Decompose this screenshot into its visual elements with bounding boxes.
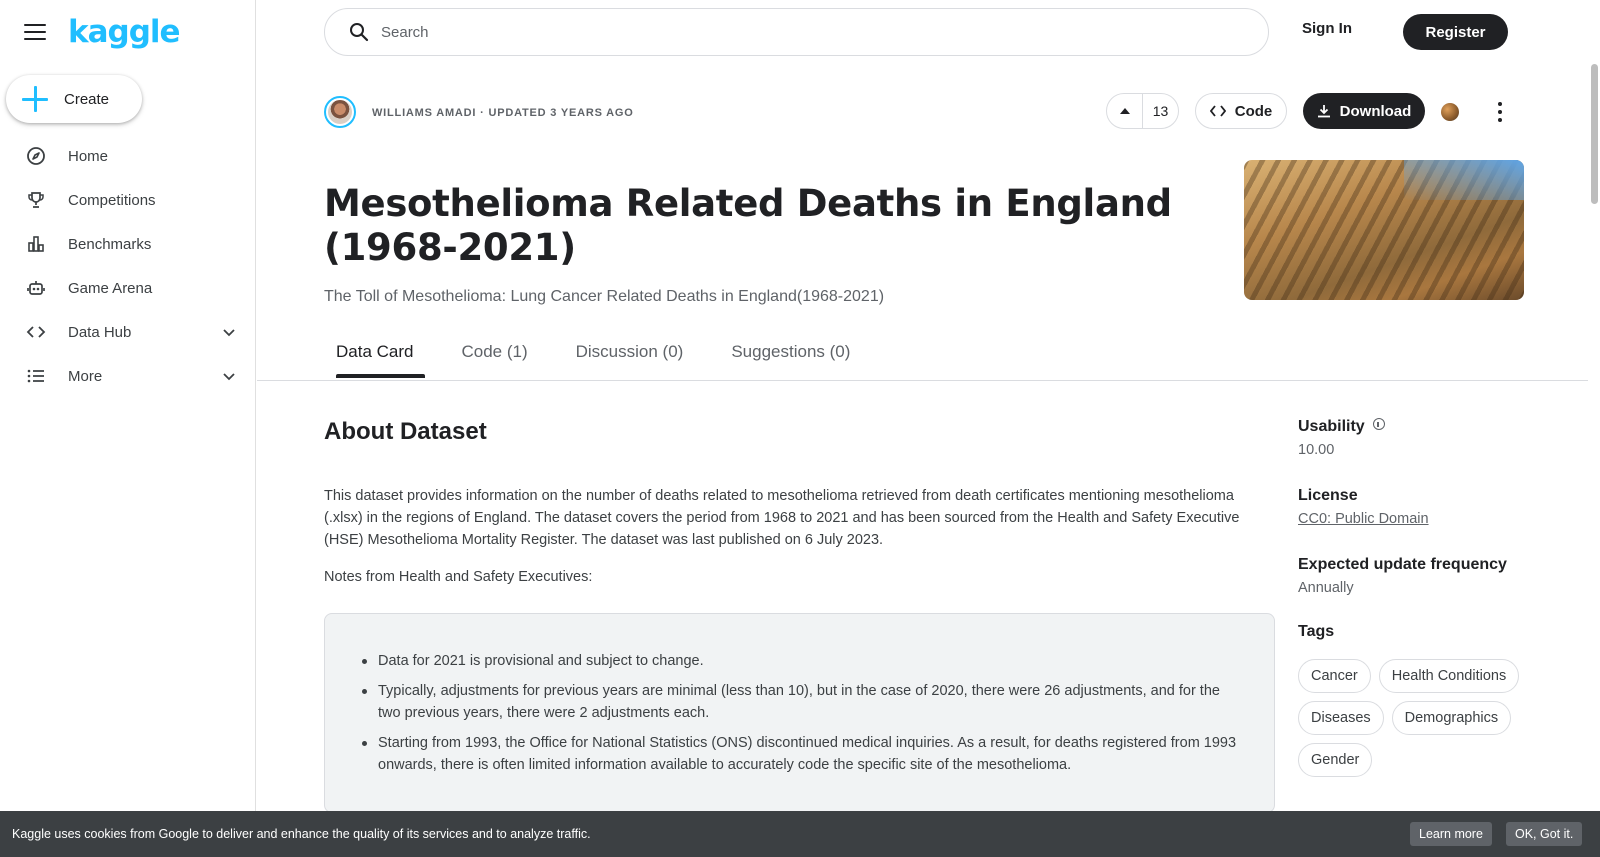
- download-button[interactable]: [1303, 93, 1425, 129]
- frequency-section: [1298, 556, 1538, 596]
- tag-chip[interactable]: Diseases: [1298, 701, 1384, 735]
- page-title: Mesothelioma Related Deaths in England (1968-2021): [324, 182, 1172, 269]
- medal-icon: [1441, 103, 1459, 121]
- sidebar-item-label: Home: [68, 147, 109, 165]
- trophy-icon: [26, 190, 46, 210]
- frequency-heading: Expected update frequency: [1298, 556, 1507, 573]
- search-bar[interactable]: [324, 8, 1269, 56]
- learn-more-button[interactable]: Learn more: [1410, 822, 1492, 846]
- compass-icon: [26, 146, 46, 166]
- usability-heading: [1298, 418, 1538, 436]
- dataset-cover-image: [1244, 160, 1524, 300]
- register-button[interactable]: Register: [1403, 14, 1508, 50]
- avatar[interactable]: [324, 96, 356, 128]
- code-brackets-icon: [26, 322, 46, 342]
- tag-chip[interactable]: Gender: [1298, 743, 1372, 777]
- notes-heading: Notes from Health and Safety Executives:: [324, 569, 593, 585]
- sidebar-item-home[interactable]: [0, 134, 256, 178]
- notes-box: [324, 613, 1275, 813]
- search-input[interactable]: [381, 24, 1201, 41]
- code-button[interactable]: [1195, 93, 1287, 129]
- tab-data-card[interactable]: Data Card: [324, 342, 425, 362]
- tag-chip[interactable]: Demographics: [1392, 701, 1512, 735]
- frequency-value: Annually: [1298, 580, 1354, 596]
- sidebar-item-label: Benchmarks: [68, 235, 152, 253]
- usability-label: Usability: [1298, 418, 1365, 435]
- tabs-divider: [257, 380, 1588, 381]
- list-item: Typically, adjustments for previous years are minimal (less than 10), but in the case of 2020, there were 26 adjustments, and for the two previous years, there were 2 adjustments each.: [358, 680, 1246, 724]
- dataset-tabs: [324, 342, 886, 362]
- sign-in-button[interactable]: Sign In: [1302, 20, 1352, 37]
- plus-icon: [22, 86, 48, 112]
- sidebar: [0, 0, 256, 857]
- sidebar-header: [0, 0, 255, 64]
- tab-code[interactable]: Code (1): [461, 342, 528, 361]
- more-options-icon[interactable]: [1496, 102, 1504, 122]
- tag-chip[interactable]: Health Conditions: [1379, 659, 1519, 693]
- cookie-text: Kaggle uses cookies from Google to deliver and enhance the quality of its services and to analyze traffic.: [12, 827, 591, 841]
- list-icon: [26, 366, 46, 386]
- code-brackets-icon: [1210, 104, 1226, 118]
- download-icon: [1317, 104, 1331, 118]
- sidebar-item-more[interactable]: [0, 354, 256, 398]
- usability-value: 10.00: [1298, 442, 1335, 458]
- page-subtitle: The Toll of Mesothelioma: Lung Cancer Related Deaths in England(1968-2021): [324, 288, 885, 305]
- notes-list: [358, 650, 1246, 776]
- usability-section: [1298, 418, 1538, 458]
- hamburger-menu-icon[interactable]: [24, 24, 46, 40]
- owner-updated-line: WILLIAMS AMADI · UPDATED 3 YEARS AGO: [372, 107, 634, 119]
- sidebar-item-label: Data Hub: [68, 323, 132, 341]
- robot-icon: [26, 278, 46, 298]
- code-button-label: Code: [1234, 102, 1273, 120]
- chevron-down-icon[interactable]: [222, 325, 236, 339]
- tags-section: [1298, 623, 1538, 641]
- download-button-label: Download: [1339, 102, 1412, 120]
- sidebar-item-benchmarks[interactable]: [0, 222, 256, 266]
- bar-chart-icon: [26, 234, 46, 254]
- tab-discussion[interactable]: Discussion (0): [575, 342, 684, 361]
- avatar-image: [328, 100, 352, 124]
- tags-heading: Tags: [1298, 623, 1335, 640]
- upvote-widget: [1106, 93, 1179, 129]
- sidebar-item-data-hub[interactable]: [0, 310, 256, 354]
- tags-list: [1298, 659, 1538, 785]
- info-icon[interactable]: [1373, 418, 1385, 430]
- tab-suggestions[interactable]: Suggestions (0): [731, 342, 851, 361]
- tag-chip[interactable]: Cancer: [1298, 659, 1371, 693]
- about-description: This dataset provides information on the number of deaths related to mesothelioma retrieved from death certificates mentioning mesothelioma (.xlsx) in the regions of England. The dataset covers the period from 1968 to 2021 and has been sourced from the Health and Safety Executive (HSE) Mesothelioma Mortality Register. The dataset was last published on 6 July 2023.: [324, 488, 1240, 548]
- scrollbar-thumb[interactable]: [1591, 64, 1598, 204]
- search-icon: [349, 22, 369, 42]
- create-label: Create: [64, 90, 110, 108]
- sidebar-item-competitions[interactable]: [0, 178, 256, 222]
- sidebar-item-label: Game Arena: [68, 279, 153, 297]
- upvote-button[interactable]: [1107, 94, 1143, 128]
- list-item: Data for 2021 is provisional and subject to change.: [358, 650, 1246, 672]
- license-link[interactable]: CC0: Public Domain: [1298, 511, 1429, 527]
- chevron-down-icon[interactable]: [222, 369, 236, 383]
- sidebar-item-label: More: [68, 367, 103, 385]
- list-item: Starting from 1993, the Office for National Statistics (ONS) discontinued medical inquiries. As a result, for deaths registered from 1993 onwards, there is often limited information available to accurately code the specific site of the mesothelioma.: [358, 732, 1246, 776]
- about-heading: About Dataset: [324, 418, 487, 445]
- sidebar-item-label: Competitions: [68, 191, 156, 209]
- license-section: [1298, 487, 1538, 527]
- sidebar-item-game-arena[interactable]: [0, 266, 256, 310]
- upvote-count: 13: [1152, 103, 1169, 119]
- ok-got-it-button[interactable]: OK, Got it.: [1506, 822, 1582, 846]
- arrow-up-icon: [1119, 107, 1131, 115]
- sidebar-nav: [0, 134, 256, 398]
- license-heading: License: [1298, 487, 1358, 504]
- create-button[interactable]: [6, 75, 142, 123]
- cookie-banner: [0, 811, 1600, 857]
- kaggle-logo[interactable]: kaggle: [68, 14, 180, 50]
